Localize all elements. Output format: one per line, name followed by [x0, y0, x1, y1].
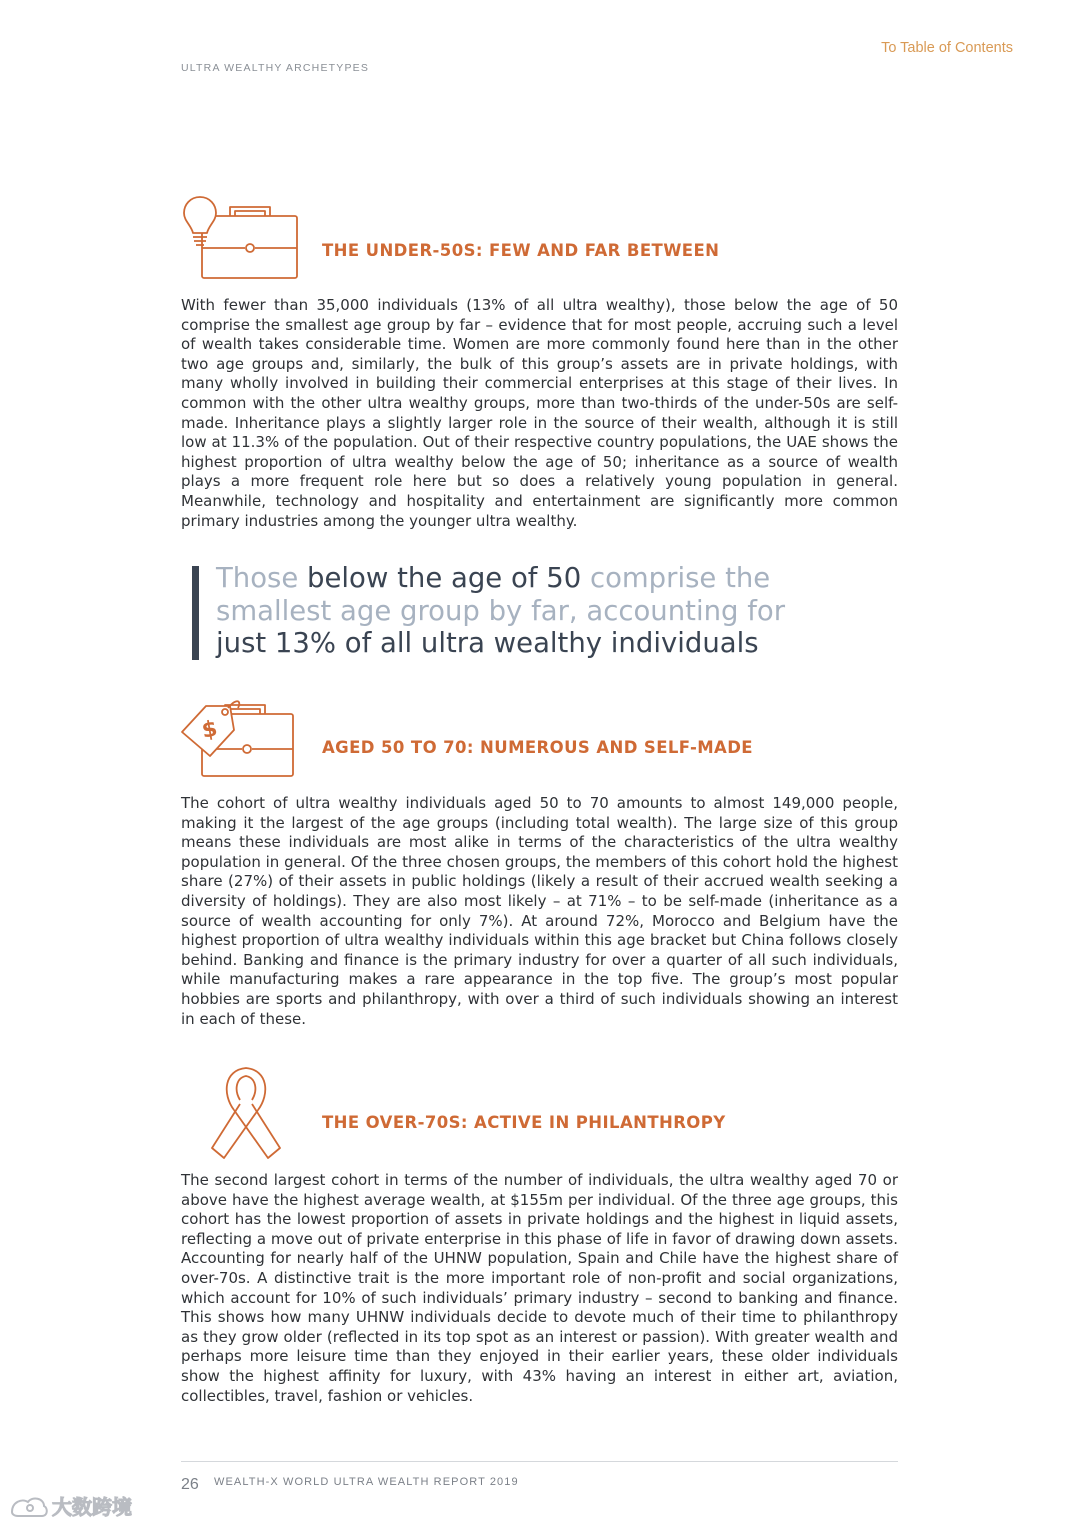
running-head: ULTRA WEALTHY ARCHETYPES [181, 62, 370, 74]
page-number: 26 [181, 1476, 199, 1493]
pull-quote-part-4: just 13% of all ultra wealthy individuals [216, 627, 759, 659]
table-of-contents-link[interactable]: To Table of Contents [881, 40, 1013, 56]
pull-quote-part-2: below the age of 50 [307, 562, 582, 594]
pull-quote-bar [192, 566, 199, 660]
dollar-tag-briefcase-icon [180, 696, 298, 781]
watermark-logo-icon [8, 1490, 148, 1522]
footer-report-title: WEALTH-X WORLD ULTRA WEALTH REPORT 2019 [214, 1476, 519, 1488]
footer-divider [181, 1461, 898, 1462]
watermark-text: 大数跨境 [52, 1495, 132, 1519]
awareness-ribbon-icon [210, 1064, 286, 1162]
section-title-over-70s: THE OVER-70S: ACTIVE IN PHILANTHROPY [322, 1113, 726, 1132]
pull-quote-part-1: Those [216, 562, 308, 594]
section-body-under-50s: With fewer than 35,000 individuals (13% of all ultra wealthy), those below the age of 50 comprise the smallest age group by far – evidence that for most people, accruing such a level of wealth takes considerable time. Women are more commonly found here than in the other two age groups and, similarly, the bulk of this group’s assets are in private holdings, with many wholly involved in building their commercial enterprises at this stage of their lives. In common with the other ultra wealthy groups, more than two-thirds of the under-50s are self-made. Inheritance plays a slightly larger role in the source of their wealth, although it is still low at 11.3% of the population. Out of their respective country populations, the UAE shows the highest proportion of ultra wealthy below the age of 50; inheritance as a source of wealth plays a more frequent role here but so does a relatively young population in general. Meanwhile, technology and hospitality and entertainment are significantly more common primary industries among the younger ultra wealthy. [181, 296, 898, 530]
watermark [8, 1490, 148, 1522]
section-title-under-50s: THE UNDER-50S: FEW AND FAR BETWEEN [322, 241, 720, 260]
pull-quote [216, 562, 836, 660]
section-body-aged-50-to-70: The cohort of ultra wealthy individuals aged 50 to 70 amounts to almost 149,000 people, making it the largest of the age groups (including total wealth). The large size of this group means these individuals are most alike in terms of the characteristics of the ultra wealthy population in general. Of the three chosen groups, the members of this cohort hold the highest share (27%) of their assets in public holdings (likely a result of their accrued wealth seeking a diversity of holdings). They are also most likely – at 71% – to be self-made (inheritance as a source of wealth accounting for only 7%). At around 72%, Morocco and Belgium have the highest proportion of ultra wealthy individuals within this age bracket but China follows closely behind. Banking and finance is the primary industry for over a quarter of all such individuals, while manufacturing makes a rare appearance in the top five. The group’s most popular hobbies are sports and philanthropy, with over a third of such individuals showing an interest in each of these. [181, 794, 898, 1028]
section-title-aged-50-to-70: AGED 50 TO 70: NUMEROUS AND SELF-MADE [322, 738, 753, 757]
pull-quote-part-3: comprise the smallest age group by far, accounting for [216, 562, 786, 627]
lightbulb-briefcase-icon [180, 193, 302, 283]
section-body-over-70s: The second largest cohort in terms of the number of individuals, the ultra wealthy aged 70 or above have the highest average wealth, at $155m per individual. Of the three age groups, this cohort has the lowest proportion of assets in private holdings and the highest in liquid assets, reflecting a move out of private enterprise in this phase of life in favor of drawing down assets. Accounting for nearly half of the UHNW population, Spain and Chile have the highest share of over-70s. A distinctive trait is the more important role of non-profit and social organizations, which account for 10% of such individuals’ primary industry – second to banking and finance. This shows how many UHNW individuals decide to devote much of their time to philanthropy as they grow older (reflected in its top spot as an interest or passion). With greater wealth and perhaps more leisure time than they enjoyed in their earlier years, these older individuals show the highest affinity for luxury, with 43% having an interest in either art, aviation, collectibles, travel, fashion or vehicles. [181, 1171, 898, 1405]
svg-text:$: $ [200, 716, 220, 744]
